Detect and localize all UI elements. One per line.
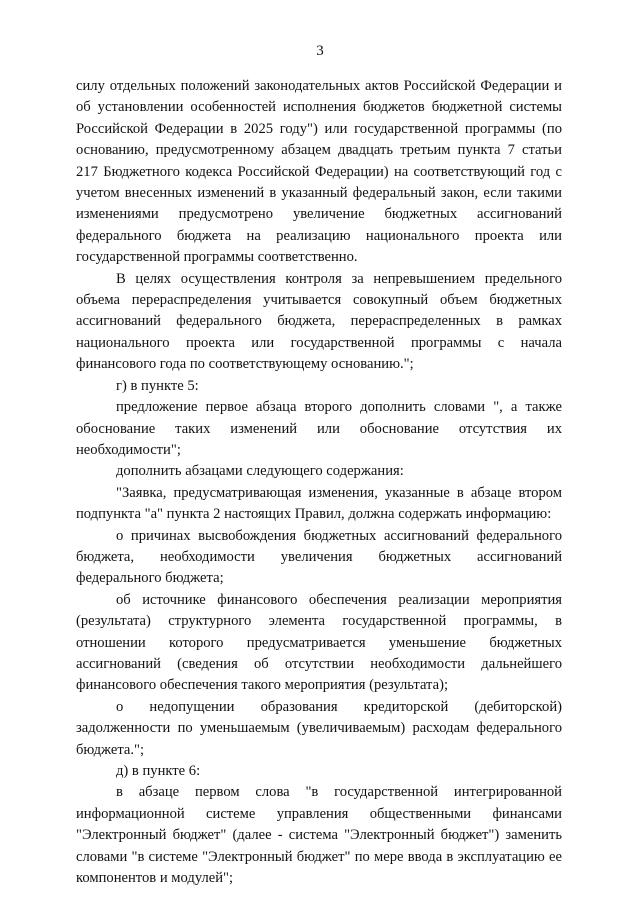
paragraph: д) в пункте 6:: [116, 763, 201, 779]
paragraph: дополнить абзацами следующего содержания:: [116, 463, 404, 480]
paragraph: в абзаце первом слова "в государственной интегрированной информационной системе управления общественными финансами "Электронный бюджет" (далее - система "Электронный бюджет") заменить словами "в системе "Электронный бюджет" по мере ввода в эксплуатацию ее компонентов и модулей";: [76, 784, 562, 887]
paragraph: о недопущении образования кредиторской (дебиторской) задолженности по уменьшаемым (увеличиваемым) расходам федерального бюджета.";: [76, 698, 562, 758]
paragraph: г) в пункте 5:: [116, 377, 199, 394]
paragraph: "Заявка, предусматривающая изменения, указанные в абзаце втором подпункта "а" пункта 2 настоящих Правил, должна содержать информацию:: [76, 484, 562, 523]
paragraph: об источнике финансового обеспечения реализации мероприятия (результата) структурного элемента государственной программы, в отношении которого предусматривается уменьшение бюджетных ассигнований (сведения об отсутствии необходимости дальнейшего финансового обеспечения такого мероприятия (результата);: [76, 591, 562, 694]
paragraph: силу отдельных положений законодательных актов Российской Федерации и об установлении особенностей исполнения бюджетов бюджетной системы Российской Федерации в 2025 году") или государственной программы (по основанию, предусмотренному абзацем двадцать третьим пункта 7 статьи 217 Бюджетного кодекса Российской Федерации) на соответствующий год с учетом внесенных изменений в указанный федеральный закон, если такими изменениями предусмотрено увеличение бюджетных ассигнований федерального бюджета на реализацию национального проекта или государственной программы соответственно.: [76, 78, 562, 266]
document-body: [76, 76, 562, 889]
paragraph: о причинах высвобождения бюджетных ассигнований федерального бюджета, необходимости увеличения бюджетных ассигнований федерального бюджета;: [76, 527, 562, 587]
paragraph: предложение первое абзаца второго дополнить словами ", а также обоснование таких изменений или обоснование отсутствия их необходимости";: [76, 399, 562, 458]
page-number: 3: [316, 43, 324, 59]
paragraph: В целях осуществления контроля за непревышением предельного объема перераспределения учитывается совокупный объем бюджетных ассигнований федерального бюджета, перераспределенных в рамках национального проекта или государственной программы с начала финансового года по соответствующему основанию.";: [76, 270, 562, 373]
